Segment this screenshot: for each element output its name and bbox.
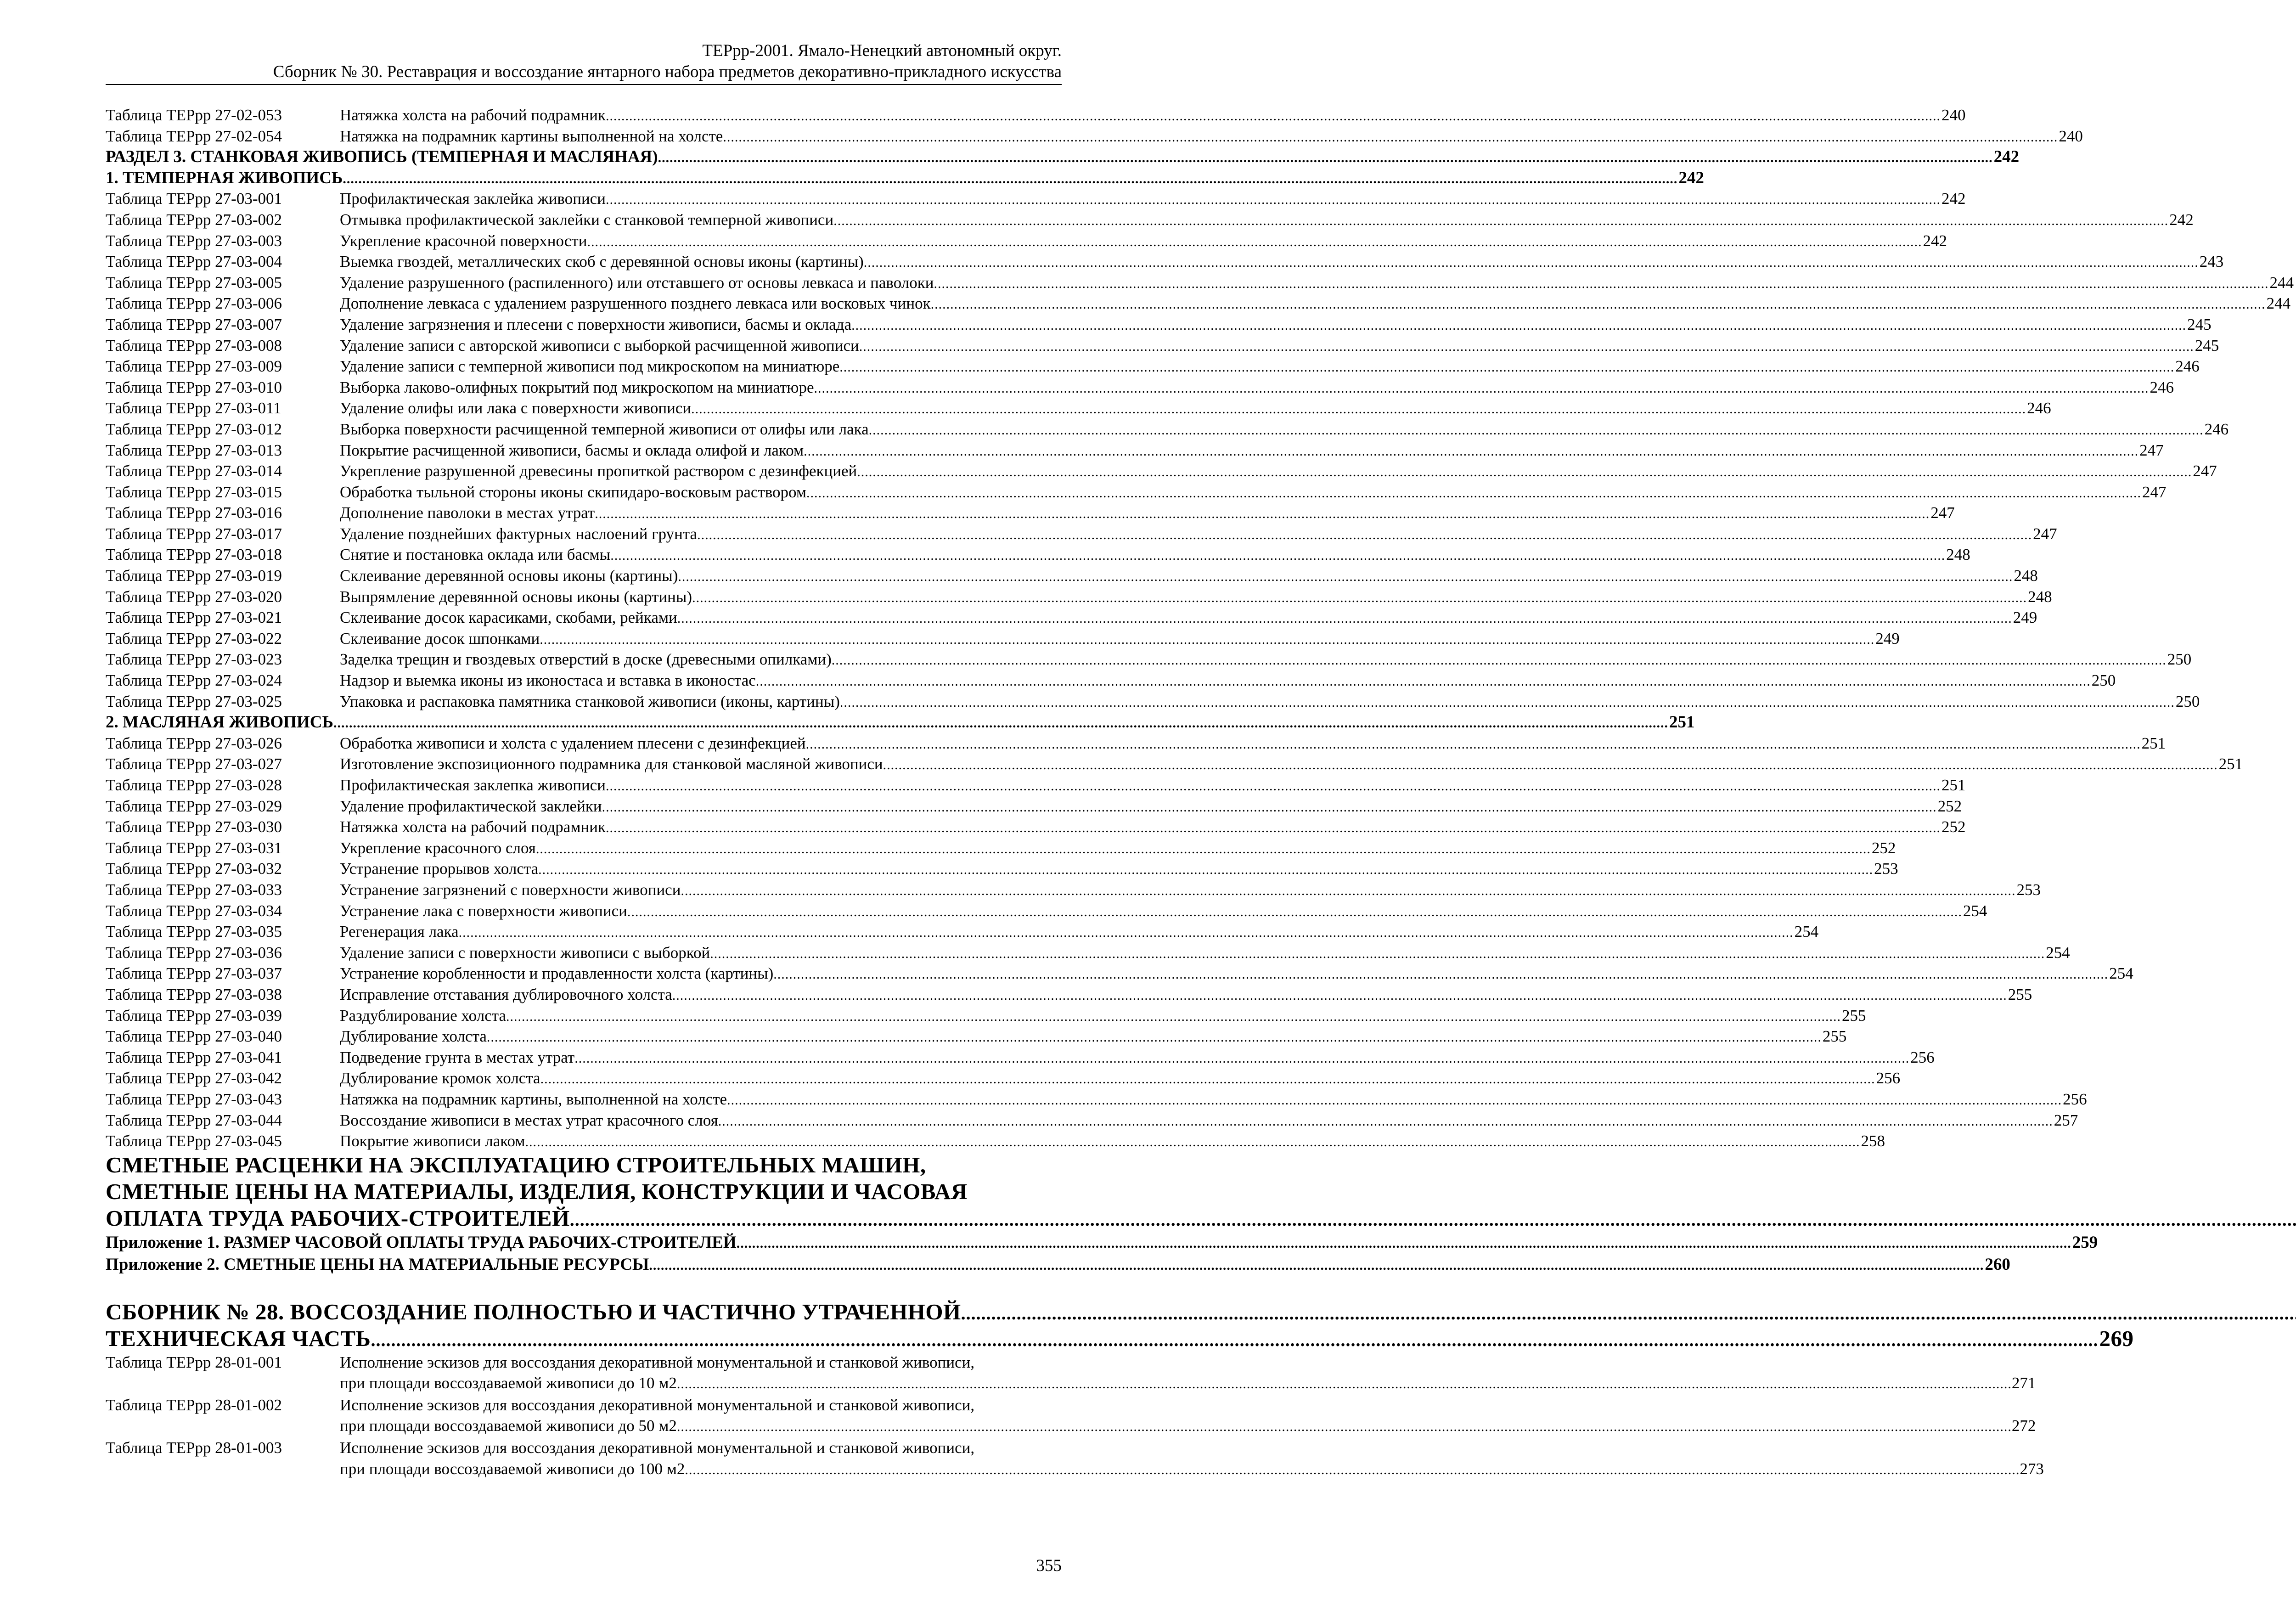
toc-entry-page: 248 bbox=[2014, 567, 2038, 585]
toc-entry[interactable] bbox=[106, 649, 2192, 670]
toc-entry-code: Таблица ТЕРрр 27-03-020 bbox=[106, 587, 282, 606]
toc-entry-title: Снятие и постановка оклада или басмы bbox=[340, 546, 611, 564]
toc-entry-page: 272 bbox=[2011, 1417, 2036, 1435]
toc-entry-title: Обработка тыльной стороны иконы скипидаро-восковым раствором bbox=[340, 483, 807, 501]
toc-entry[interactable] bbox=[106, 901, 1987, 922]
dot-leader bbox=[806, 734, 2141, 755]
toc-entry-page: 252 bbox=[1941, 818, 1966, 836]
toc-entry[interactable] bbox=[106, 879, 2041, 901]
dot-leader bbox=[685, 1459, 2020, 1481]
toc-entry[interactable] bbox=[106, 984, 2032, 1005]
toc-entry-title: Устранение лака с поверхности живописи bbox=[340, 901, 627, 920]
toc-entry[interactable] bbox=[106, 733, 2166, 754]
toc-entry-title: Склеивание досок шпонками bbox=[340, 629, 540, 648]
toc-entry-page: 247 bbox=[2033, 524, 2057, 543]
toc-entry-page: 257 bbox=[2054, 1111, 2078, 1129]
toc-entry-code: Таблица ТЕРрр 27-03-007 bbox=[106, 315, 282, 333]
toc-entry-page: 255 bbox=[1841, 1006, 1866, 1025]
toc-entry-page: 247 bbox=[2142, 483, 2167, 501]
table-of-contents bbox=[106, 105, 2294, 1480]
spacer bbox=[106, 1276, 1062, 1299]
dot-leader bbox=[840, 692, 2175, 713]
toc-entry-code: Таблица ТЕРрр 27-03-040 bbox=[106, 1027, 282, 1046]
dot-leader bbox=[839, 357, 2174, 378]
toc-entry-title: Укрепление разрушенной древесины пропиткой раствором с дезинфекцией bbox=[340, 462, 857, 480]
technical-part-heading-title: ТЕХНИЧЕСКАЯ ЧАСТЬ bbox=[106, 1325, 371, 1351]
dot-leader bbox=[672, 985, 2007, 1006]
estimates-heading-line1: СМЕТНЫЕ РАСЦЕНКИ НА ЭКСПЛУАТАЦИЮ СТРОИТЕЛЬНЫХ МАШИН, bbox=[106, 1152, 926, 1177]
appendix-entry[interactable] bbox=[106, 1232, 2098, 1254]
toc-entry-code: Таблица ТЕРрр 27-03-002 bbox=[106, 210, 282, 229]
toc-entry-code: Таблица ТЕРрр 27-03-018 bbox=[106, 546, 282, 564]
toc-entry-multiline[interactable] bbox=[106, 1352, 2036, 1395]
toc-entry-page: 254 bbox=[2109, 964, 2133, 983]
toc-entry-title: Укрепление красочной поверхности bbox=[340, 231, 587, 250]
dot-leader bbox=[756, 671, 2091, 692]
dot-leader bbox=[677, 608, 2012, 629]
toc-entry-title-line2-row bbox=[340, 1373, 2036, 1395]
toc-entry-body bbox=[340, 1437, 2044, 1480]
toc-entry-title: Упаковка и распаковка памятника станковой живописи (иконы, картины) bbox=[340, 692, 840, 710]
toc-entry-title: Удаление записи с темперной живописи под микроскопом на миниатюре bbox=[340, 357, 840, 376]
toc-entry-page: 242 bbox=[2169, 210, 2194, 229]
toc-entry-title: Дополнение левкаса с удалением разрушенного позднего левкаса или восковых чинок bbox=[340, 294, 931, 313]
toc-entry-page: 247 bbox=[2139, 441, 2164, 459]
toc-entry-title: Натяжка холста на рабочий подрамник bbox=[340, 106, 606, 124]
toc-entry-page: 251 bbox=[2218, 755, 2243, 773]
toc-entry-code: Таблица ТЕРрр 27-03-036 bbox=[106, 943, 282, 962]
toc-entry[interactable] bbox=[106, 817, 1966, 838]
toc-entry[interactable] bbox=[106, 482, 2167, 503]
dot-leader bbox=[677, 1416, 2012, 1437]
toc-entry[interactable] bbox=[106, 377, 2174, 398]
dot-leader bbox=[574, 1048, 1909, 1069]
toc-entry-code: Таблица ТЕРрр 27-03-037 bbox=[106, 964, 282, 983]
toc-entry-title: Выборка поверхности расчищенной темперной живописи от олифы или лака bbox=[340, 420, 869, 438]
toc-entry-page: 249 bbox=[1875, 629, 1900, 648]
toc-entry-page: 240 bbox=[1941, 106, 1966, 124]
toc-entry-page: 251 bbox=[2141, 734, 2166, 752]
toc-entry-code: Таблица ТЕРрр 27-03-019 bbox=[106, 567, 282, 585]
toc-entry-multiline[interactable] bbox=[106, 1395, 2036, 1437]
toc-entry-page: 240 bbox=[2059, 127, 2083, 145]
dot-leader bbox=[961, 1300, 2296, 1327]
dot-leader bbox=[536, 839, 1871, 860]
toc-entry[interactable] bbox=[106, 691, 2200, 712]
dot-leader bbox=[525, 1132, 1860, 1153]
toc-entry-code: Таблица ТЕРрр 27-03-032 bbox=[106, 860, 282, 878]
toc-entry-page: 243 bbox=[2199, 253, 2224, 271]
toc-entry-code: Таблица ТЕРрр 27-03-011 bbox=[106, 399, 281, 417]
toc-entry-code: Таблица ТЕРрр 27-03-044 bbox=[106, 1111, 282, 1129]
dot-leader bbox=[540, 1069, 1875, 1090]
dot-leader bbox=[570, 1206, 2296, 1233]
toc-entry[interactable] bbox=[106, 942, 2070, 963]
toc-entry-title: Покрытие живописи лаком bbox=[340, 1132, 525, 1150]
toc-entry-title: Устранение загрязнений с поверхности живописи bbox=[340, 880, 681, 899]
toc-entry-code: Таблица ТЕРрр 28-01-003 bbox=[106, 1439, 282, 1457]
toc-entry[interactable] bbox=[106, 398, 2051, 419]
toc-entry-title: Устранение коробленности и продавленности холста (картины) bbox=[340, 964, 774, 983]
toc-entry-page: 254 bbox=[1963, 901, 1987, 920]
toc-entry-code: Таблица ТЕРрр 27-03-027 bbox=[106, 755, 282, 773]
dot-leader bbox=[371, 1327, 2098, 1353]
toc-entry-code: Таблица ТЕРрр 27-03-015 bbox=[106, 483, 282, 501]
toc-entry-page: 245 bbox=[2195, 336, 2219, 355]
appendix-title: Приложение 2. СМЕТНЫЕ ЦЕНЫ НА МАТЕРИАЛЬНЫЕ РЕСУРСЫ bbox=[106, 1255, 649, 1274]
toc-entry-title: Выемка гвоздей, металлических скоб с деревянной основы иконы (картины) bbox=[340, 253, 864, 271]
dot-leader bbox=[459, 922, 1794, 943]
dot-leader bbox=[832, 650, 2167, 671]
dot-leader bbox=[710, 943, 2045, 964]
toc-entry-code: Таблица ТЕРрр 27-03-003 bbox=[106, 231, 282, 250]
toc-entry[interactable] bbox=[106, 838, 1896, 859]
toc-entry-code: Таблица ТЕРрр 28-01-002 bbox=[106, 1396, 282, 1414]
toc-entry-code: Таблица ТЕРрр 27-03-028 bbox=[106, 776, 282, 794]
toc-entry-title: Удаление записи с поверхности живописи с выборкой bbox=[340, 943, 710, 962]
toc-entry-page: 253 bbox=[1874, 860, 1898, 878]
dot-leader bbox=[606, 106, 1941, 127]
dot-leader bbox=[869, 420, 2204, 441]
toc-entry-code: Таблица ТЕРрр 27-03-035 bbox=[106, 923, 282, 941]
collection-heading-title: СБОРНИК № 28. ВОССОЗДАНИЕ ПОЛНОСТЬЮ И ЧАСТИЧНО УТРАЧЕННОЙ bbox=[106, 1299, 961, 1324]
toc-entry[interactable] bbox=[106, 586, 2052, 608]
toc-entry-title: Натяжка на подрамник картины выполненной на холсте bbox=[340, 127, 723, 145]
toc-entry[interactable] bbox=[106, 524, 2057, 545]
toc-entry-title-line1: Исполнение эскизов для воссоздания декоративной монументальной и станковой живописи, bbox=[340, 1439, 975, 1457]
dot-leader bbox=[627, 901, 1962, 923]
toc-entry-page: 273 bbox=[2020, 1459, 2044, 1478]
toc-entry[interactable] bbox=[106, 963, 2133, 984]
dot-leader bbox=[806, 483, 2141, 504]
toc-entry-page: 251 bbox=[1941, 776, 1966, 794]
toc-entry-code: Таблица ТЕРрр 27-03-012 bbox=[106, 420, 282, 438]
technical-part-heading[interactable] bbox=[106, 1325, 2134, 1352]
toc-entry-title: Дублирование кромок холста bbox=[340, 1069, 540, 1087]
toc-entry-code: Таблица ТЕРрр 27-03-033 bbox=[106, 880, 282, 899]
toc-entry-multiline[interactable] bbox=[106, 1437, 2044, 1480]
toc-entry[interactable] bbox=[106, 1110, 2078, 1131]
toc-entry-code: Таблица ТЕРрр 27-03-001 bbox=[106, 190, 282, 208]
toc-entry[interactable] bbox=[106, 502, 1955, 524]
toc-entry-page: 254 bbox=[1794, 923, 1819, 941]
toc-entry-title: Удаление олифы или лака с поверхности живописи bbox=[340, 399, 692, 417]
toc-entry-code: Таблица ТЕРрр 27-03-006 bbox=[106, 294, 282, 313]
subsection-heading[interactable] bbox=[106, 712, 1695, 733]
appendix-page: 259 bbox=[2072, 1233, 2098, 1252]
toc-entry-page: 242 bbox=[1941, 190, 1966, 208]
toc-entry-code: Таблица ТЕРрр 27-03-042 bbox=[106, 1069, 282, 1087]
toc-entry-title: Натяжка холста на рабочий подрамник bbox=[340, 818, 606, 836]
appendix-title: Приложение 1. РАЗМЕР ЧАСОВОЙ ОПЛАТЫ ТРУДА РАБОЧИХ-СТРОИТЕЛЕЙ bbox=[106, 1233, 737, 1252]
toc-entry[interactable] bbox=[106, 209, 2194, 231]
toc-entry-code: Таблица ТЕРрр 27-03-004 bbox=[106, 253, 282, 271]
toc-entry-title: Надзор и выемка иконы из иконостаса и вставка в иконостас bbox=[340, 671, 756, 690]
toc-entry[interactable] bbox=[106, 1131, 1885, 1152]
toc-entry[interactable] bbox=[106, 272, 2294, 293]
toc-entry-title-line2-row bbox=[340, 1459, 2044, 1481]
toc-entry-body bbox=[340, 1352, 2036, 1395]
dot-leader bbox=[773, 964, 2108, 985]
toc-entry-page: 252 bbox=[1937, 797, 1962, 815]
toc-entry-title: Регенерация лака bbox=[340, 923, 459, 941]
toc-entry-code: Таблица ТЕРрр 27-03-030 bbox=[106, 818, 282, 836]
toc-entry-title: Воссоздание живописи в местах утрат красочного слоя bbox=[340, 1111, 718, 1129]
toc-entry-page: 248 bbox=[1946, 546, 1970, 564]
toc-entry[interactable] bbox=[106, 1047, 1935, 1068]
toc-entry[interactable] bbox=[106, 105, 1966, 126]
toc-entry[interactable] bbox=[106, 461, 2217, 482]
dot-leader bbox=[859, 336, 2194, 357]
toc-entry-title: Профилактическая заклепка живописи bbox=[340, 776, 606, 794]
toc-entry-code: Таблица ТЕРрр 27-03-008 bbox=[106, 336, 282, 355]
toc-entry[interactable] bbox=[106, 628, 1900, 649]
toc-entry-title: Подведение грунта в местах утрат bbox=[340, 1048, 575, 1066]
toc-entry-page: 271 bbox=[2011, 1374, 2036, 1392]
toc-entry-page: 256 bbox=[1910, 1048, 1935, 1066]
toc-entry-title: Удаление профилактической заклейки bbox=[340, 797, 602, 815]
toc-entry-page: 249 bbox=[2013, 608, 2037, 627]
appendix-entry[interactable] bbox=[106, 1254, 2010, 1276]
toc-entry[interactable] bbox=[106, 335, 2219, 356]
dot-leader bbox=[931, 294, 2266, 315]
section-heading[interactable] bbox=[106, 146, 2020, 168]
section-heading-page: 242 bbox=[1993, 147, 2020, 167]
toc-entry-title: Обработка живописи и холста с удалением плесени с дезинфекцией bbox=[340, 734, 806, 752]
page-number: 355 bbox=[1036, 1556, 1062, 1575]
toc-entry[interactable] bbox=[106, 231, 1947, 252]
toc-entry-page: 246 bbox=[2175, 357, 2200, 376]
toc-entry-code: Таблица ТЕРрр 27-03-009 bbox=[106, 357, 282, 376]
toc-entry-code: Таблица ТЕРрр 27-03-026 bbox=[106, 734, 282, 752]
toc-entry-page: 244 bbox=[2266, 294, 2291, 313]
toc-entry-page: 255 bbox=[1822, 1027, 1847, 1046]
estimates-heading-line3: ОПЛАТА ТРУДА РАБОЧИХ-СТРОИТЕЛЕЙ bbox=[106, 1205, 570, 1231]
dot-leader bbox=[540, 629, 1874, 650]
toc-entry[interactable] bbox=[106, 921, 1819, 942]
subsection-heading-page: 242 bbox=[1678, 168, 1704, 187]
dot-leader bbox=[814, 378, 2149, 399]
toc-entry-code: Таблица ТЕРрр 27-03-025 bbox=[106, 692, 282, 710]
toc-entry[interactable] bbox=[106, 565, 2038, 586]
toc-entry-page: 245 bbox=[2187, 315, 2212, 333]
toc-entry-title: Исправление отставания дублировочного холста bbox=[340, 985, 672, 1003]
toc-entry[interactable] bbox=[106, 126, 2083, 147]
toc-entry-page: 254 bbox=[2046, 943, 2070, 962]
toc-entry-code: Таблица ТЕРрр 27-03-043 bbox=[106, 1090, 282, 1108]
toc-entry-title-line1: Исполнение эскизов для воссоздания декоративной монументальной и станковой живописи, bbox=[340, 1353, 975, 1371]
toc-entry[interactable] bbox=[106, 314, 2212, 335]
toc-entry-title: Натяжка на подрамник картины, выполненной на холсте bbox=[340, 1090, 727, 1108]
toc-entry-title-line1: Исполнение эскизов для воссоздания декоративной монументальной и станковой живописи, bbox=[340, 1396, 975, 1414]
collection-heading[interactable] bbox=[106, 1299, 1062, 1325]
toc-entry-code: Таблица ТЕРрр 27-03-005 bbox=[106, 273, 282, 292]
toc-entry-body bbox=[340, 1395, 2036, 1437]
toc-entry-code: Таблица ТЕРрр 27-03-041 bbox=[106, 1048, 282, 1066]
toc-entry-title: Покрытие расчищенной живописи, басмы и оклада олифой и лаком bbox=[340, 441, 804, 459]
toc-entry-code: Таблица ТЕРрр 27-03-021 bbox=[106, 608, 282, 627]
dot-leader bbox=[506, 1006, 1841, 1027]
dot-leader bbox=[723, 127, 2058, 148]
toc-entry-code: Таблица ТЕРрр 27-02-053 bbox=[106, 106, 282, 124]
estimates-heading-line2: СМЕТНЫЕ ЦЕНЫ НА МАТЕРИАЛЫ, ИЗДЕЛИЯ, КОНСТРУКЦИИ И ЧАСОВАЯ bbox=[106, 1178, 968, 1204]
dot-leader bbox=[658, 147, 1993, 169]
toc-entry[interactable] bbox=[106, 440, 2164, 461]
dot-leader bbox=[649, 1255, 1984, 1277]
toc-entry-page: 250 bbox=[2175, 692, 2200, 710]
toc-entry-code: Таблица ТЕРрр 27-03-022 bbox=[106, 629, 282, 648]
toc-entry-title: Удаление загрязнения и плесени с поверхности живописи, басмы и оклада bbox=[340, 315, 852, 333]
toc-entry-code: Таблица ТЕРрр 27-03-038 bbox=[106, 985, 282, 1003]
running-header-line1: ТЕРрр-2001. Ямало-Ненецкий автономный округ. bbox=[702, 41, 1062, 60]
toc-entry-page: 244 bbox=[2269, 273, 2294, 292]
dot-leader bbox=[606, 189, 1941, 210]
subsection-heading-title: 1. ТЕМПЕРНАЯ ЖИВОПИСЬ bbox=[106, 168, 343, 187]
toc-entry-page: 253 bbox=[2016, 880, 2041, 899]
toc-entry[interactable] bbox=[106, 1089, 2087, 1110]
toc-entry-code: Таблица ТЕРрр 27-03-029 bbox=[106, 797, 282, 815]
toc-entry[interactable] bbox=[106, 775, 1966, 796]
toc-entry-title: Укрепление красочного слоя bbox=[340, 839, 536, 857]
dot-leader bbox=[343, 169, 1677, 190]
appendix-page: 260 bbox=[1985, 1255, 2010, 1274]
subsection-heading-title: 2. МАСЛЯНАЯ ЖИВОПИСЬ bbox=[106, 713, 333, 732]
dot-leader bbox=[681, 880, 2015, 901]
dot-leader bbox=[851, 315, 2186, 336]
toc-entry-title: Раздублирование холста bbox=[340, 1006, 506, 1025]
toc-entry[interactable] bbox=[106, 858, 1898, 879]
toc-entry-title-line2: при площади воссоздаваемой живописи до 50 м2 bbox=[340, 1417, 677, 1435]
toc-entry-page: 246 bbox=[2027, 399, 2051, 417]
estimates-heading[interactable] bbox=[106, 1205, 1062, 1232]
dot-leader bbox=[487, 1027, 1822, 1048]
dot-leader bbox=[606, 776, 1941, 797]
toc-entry[interactable] bbox=[106, 607, 2037, 628]
technical-part-heading-page: 269 bbox=[2099, 1325, 2134, 1351]
toc-entry-code: Таблица ТЕРрр 27-03-013 bbox=[106, 441, 282, 459]
toc-entry[interactable] bbox=[106, 1026, 1847, 1047]
toc-entry-page: 247 bbox=[2193, 462, 2217, 480]
toc-entry[interactable] bbox=[106, 188, 1966, 209]
toc-entry[interactable] bbox=[106, 796, 1962, 817]
toc-entry-code: Таблица ТЕРрр 27-03-031 bbox=[106, 839, 282, 857]
toc-entry-title: Изготовление экспозиционного подрамника для станковой масляной живописи bbox=[340, 755, 883, 773]
dot-leader bbox=[934, 273, 2268, 294]
toc-entry-title: Профилактическая заклейка живописи bbox=[340, 190, 606, 208]
toc-entry-page: 247 bbox=[1930, 504, 1955, 522]
toc-entry-title: Выпрямление деревянной основы иконы (картины) bbox=[340, 587, 692, 606]
section-heading-title: РАЗДЕЛ 3. СТАНКОВАЯ ЖИВОПИСЬ (ТЕМПЕРНАЯ И МАСЛЯНАЯ) bbox=[106, 147, 658, 167]
toc-entry-title: Удаление записи с авторской живописи с выборкой расчищенной живописи bbox=[340, 336, 859, 355]
toc-entry-title: Устранение прорывов холста bbox=[340, 860, 539, 878]
toc-entry-title: Удаление разрушенного (распиленного) или отставшего от основы левкаса и паволоки bbox=[340, 273, 934, 292]
subsection-heading[interactable] bbox=[106, 168, 1704, 189]
toc-entry-code: Таблица ТЕРрр 27-03-045 bbox=[106, 1132, 282, 1150]
toc-entry-title: Дублирование холста bbox=[340, 1027, 487, 1046]
toc-entry-code: Таблица ТЕРрр 27-03-010 bbox=[106, 378, 282, 396]
toc-entry-title: Склеивание деревянной основы иконы (картины) bbox=[340, 567, 678, 585]
toc-entry-code: Таблица ТЕРрр 27-03-016 bbox=[106, 504, 282, 522]
toc-entry-title: Дополнение паволоки в местах утрат bbox=[340, 504, 595, 522]
dot-leader bbox=[333, 713, 1668, 734]
toc-entry-page: 242 bbox=[1923, 231, 1947, 250]
toc-entry-page: 252 bbox=[1871, 839, 1896, 857]
toc-entry-code: Таблица ТЕРрр 27-03-024 bbox=[106, 671, 282, 690]
toc-entry[interactable] bbox=[106, 251, 2224, 272]
toc-entry[interactable] bbox=[106, 670, 2116, 691]
toc-entry-page: 246 bbox=[2204, 420, 2229, 438]
running-header-line2: Сборник № 30. Реставрация и воссоздание янтарного набора предметов декоративно-прикладного искусства bbox=[273, 62, 1062, 81]
toc-entry-title: Выборка лаково-олифных покрытий под микроскопом на миниатюре bbox=[340, 378, 814, 396]
toc-entry-page: 250 bbox=[2167, 650, 2192, 669]
dot-leader bbox=[610, 545, 1945, 566]
toc-entry-page: 250 bbox=[2091, 671, 2116, 690]
dot-leader bbox=[737, 1233, 2071, 1255]
dot-leader bbox=[864, 252, 2199, 273]
dot-leader bbox=[678, 566, 2013, 587]
dot-leader bbox=[606, 817, 1941, 839]
dot-leader bbox=[804, 441, 2138, 462]
toc-entry-title: Склеивание досок карасиками, скобами, рейками bbox=[340, 608, 677, 627]
toc-entry-page: 246 bbox=[2150, 378, 2174, 396]
dot-leader bbox=[857, 462, 2192, 483]
dot-leader bbox=[677, 1374, 2012, 1395]
dot-leader bbox=[833, 210, 2168, 231]
toc-entry-title: Удаление позднейших фактурных наслоений грунта bbox=[340, 524, 698, 543]
toc-entry-code: Таблица ТЕРрр 28-01-001 bbox=[106, 1353, 282, 1371]
toc-entry-title: Отмывка профилактической заклейки с станковой темперной живописи bbox=[340, 210, 834, 229]
dot-leader bbox=[692, 587, 2027, 608]
dot-leader bbox=[691, 399, 2026, 420]
toc-entry-page: 248 bbox=[2028, 587, 2052, 606]
toc-entry[interactable] bbox=[106, 544, 1970, 565]
dot-leader bbox=[538, 859, 1873, 880]
toc-entry-code: Таблица ТЕРрр 27-03-039 bbox=[106, 1006, 282, 1025]
toc-entry-code: Таблица ТЕРрр 27-02-054 bbox=[106, 127, 282, 145]
dot-leader bbox=[718, 1111, 2053, 1132]
toc-entry-title-line2: при площади воссоздаваемой живописи до 100 м2 bbox=[340, 1459, 685, 1478]
toc-entry[interactable] bbox=[106, 419, 2229, 440]
toc-entry-code: Таблица ТЕРрр 27-03-017 bbox=[106, 524, 282, 543]
dot-leader bbox=[602, 797, 1937, 818]
toc-entry[interactable] bbox=[106, 1005, 1866, 1026]
toc-entry-page: 256 bbox=[1876, 1069, 1901, 1087]
dot-leader bbox=[587, 231, 1922, 253]
toc-entry-page: 256 bbox=[2063, 1090, 2087, 1108]
toc-entry-code: Таблица ТЕРрр 27-03-014 bbox=[106, 462, 282, 480]
toc-entry-code: Таблица ТЕРрр 27-03-023 bbox=[106, 650, 282, 669]
toc-entry-title: Заделка трещин и гвоздевых отверстий в доске (древесными опилками) bbox=[340, 650, 832, 669]
toc-entry[interactable] bbox=[106, 293, 2291, 314]
toc-entry[interactable] bbox=[106, 754, 2243, 775]
toc-entry[interactable] bbox=[106, 356, 2200, 377]
toc-entry-page: 258 bbox=[1861, 1132, 1885, 1150]
dot-leader bbox=[883, 755, 2218, 776]
dot-leader bbox=[727, 1090, 2062, 1111]
subsection-heading-page: 251 bbox=[1669, 713, 1695, 732]
dot-leader bbox=[697, 524, 2032, 546]
toc-entry[interactable] bbox=[106, 1068, 1901, 1089]
toc-entry-page: 255 bbox=[2008, 985, 2032, 1003]
toc-entry-title-line2: при площади воссоздаваемой живописи до 10 м2 bbox=[340, 1374, 677, 1392]
toc-entry-code: Таблица ТЕРрр 27-03-034 bbox=[106, 901, 282, 920]
toc-entry-title-line2-row bbox=[340, 1415, 2036, 1437]
dot-leader bbox=[595, 503, 1930, 524]
header-rule bbox=[106, 84, 1062, 85]
